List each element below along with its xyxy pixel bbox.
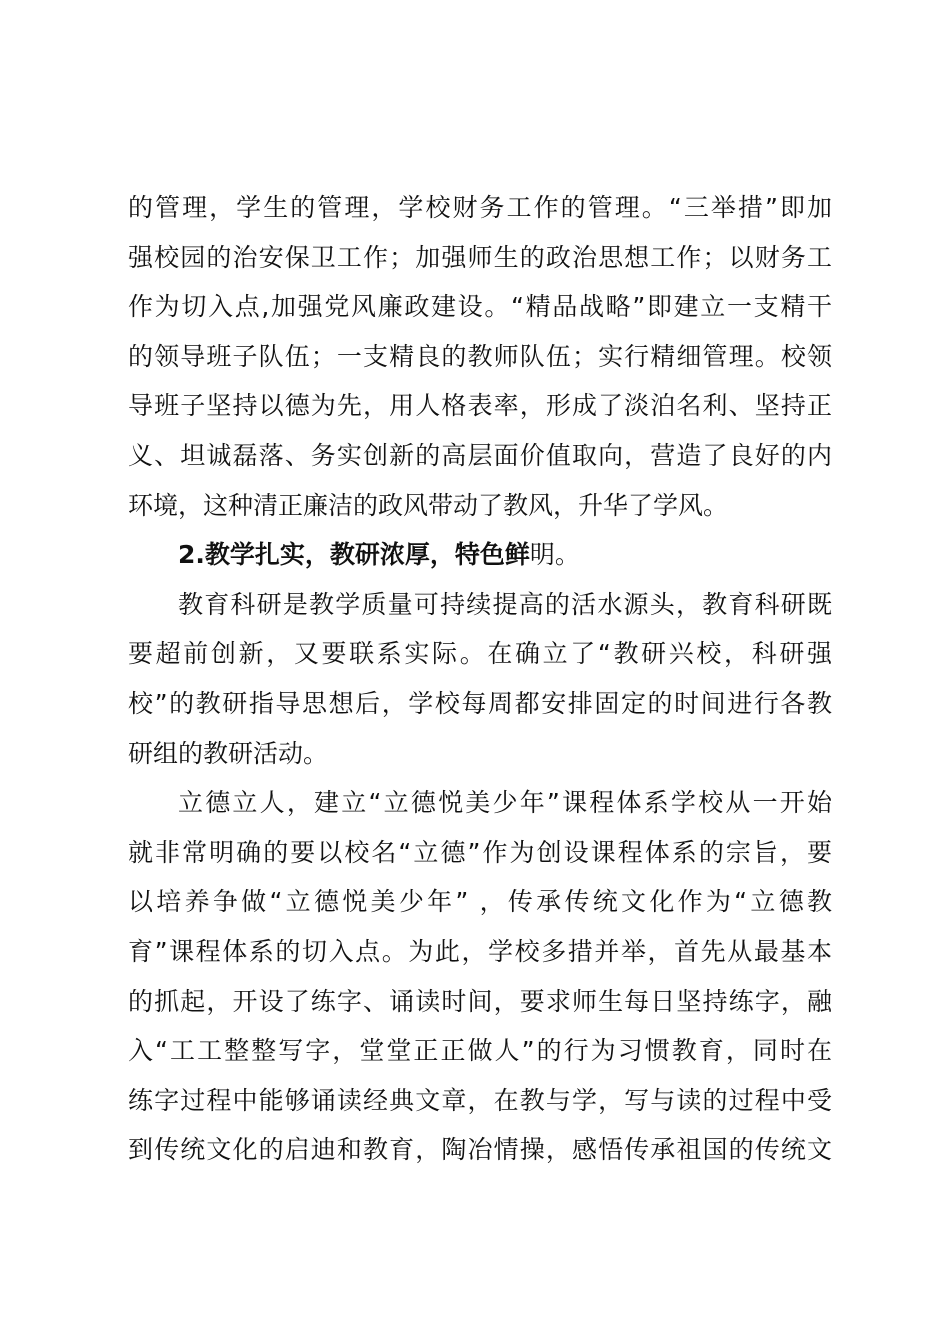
- section-heading-rest: 明。: [529, 540, 580, 570]
- text-line: 就非常明确的要以校名“立德”作为创设课程体系的宗旨，要: [128, 837, 832, 867]
- text-line: 研组的教研活动。: [128, 738, 329, 768]
- paragraph-research: [128, 580, 832, 778]
- text-line: 环境，这种清正廉洁的政风带动了教风，升华了学风。: [128, 490, 729, 520]
- text-line: 义、坦诚磊落、务实创新的高层面价值取向，营造了良好的内: [128, 440, 832, 470]
- text-line: 的管理，学生的管理，学校财务工作的管理。“三举措”即加: [128, 193, 832, 222]
- text-line: 导班子坚持以德为先，用人格表率，形成了淡泊名利、坚持正: [128, 391, 832, 421]
- section-heading: [128, 530, 832, 580]
- text-line: 的抓起，开设了练字、诵读时间，要求师生每日坚持练字，融: [128, 986, 832, 1016]
- text-line: 以培养争做“立德悦美少年” ，传承传统文化作为“立德教: [128, 887, 832, 917]
- text-line: 强校园的治安保卫工作；加强师生的政治思想工作；以财务工: [128, 242, 832, 272]
- text-line: 练字过程中能够诵读经典文章，在教与学，写与读的过程中受: [128, 1085, 832, 1115]
- text-line: 入“工工整整写字，堂堂正正做人”的行为习惯教育，同时在: [128, 1036, 832, 1066]
- text-line: 的领导班子队伍；一支精良的教师队伍；实行精细管理。校领: [128, 341, 832, 371]
- text-line: 作为切入点,加强党风廉政建设。“精品战略”即建立一支精干: [128, 292, 832, 322]
- text-line: 育”课程体系的切入点。为此，学校多措并举，首先从最基本: [128, 936, 832, 966]
- text-line: 要超前创新，又要联系实际。在确立了“教研兴校，科研强: [128, 639, 832, 669]
- text-line: 到传统文化的启迪和教育，陶冶情操，感悟传承祖国的传统文: [128, 1135, 832, 1165]
- paragraph-curriculum: [128, 778, 832, 1175]
- text-line: 立德立人，建立“立德悦美少年”课程体系学校从一开始: [178, 788, 832, 818]
- text-line: 校”的教研指导思想后，学校每周都安排固定的时间进行各教: [128, 688, 832, 718]
- text-line: 教育科研是教学质量可持续提高的活水源头，教育科研既: [178, 589, 832, 619]
- paragraph-management: [128, 183, 832, 530]
- document-body: [128, 183, 832, 1175]
- section-heading-bold: 2.教学扎实，教研浓厚，特色鲜: [178, 540, 530, 570]
